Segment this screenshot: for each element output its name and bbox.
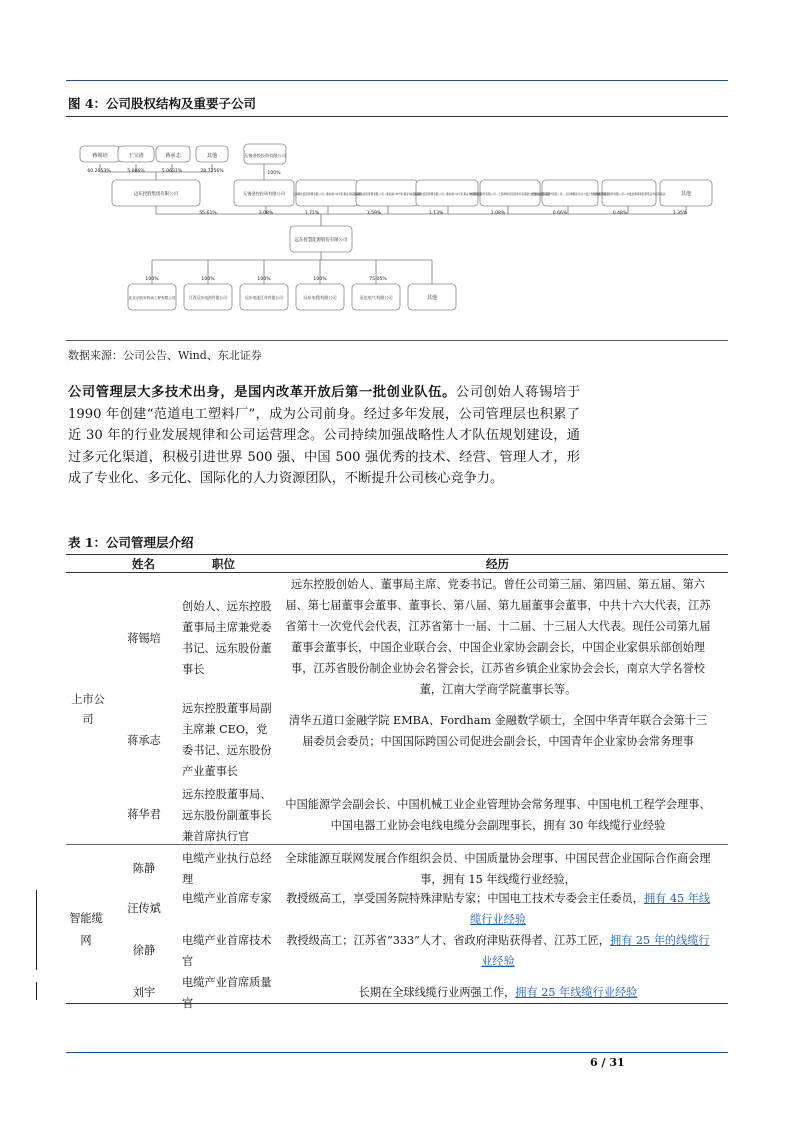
row6-position: 电缆产业首席技术官 [182,934,272,968]
row5-name: 汪传斌 [127,902,161,915]
node-sub-4: 远东电缆有限公司 [303,295,337,300]
footer-rule [66,1052,728,1053]
node-mid-9: 其他 [680,191,692,197]
row1-experience: 远东控股创始人、董事局主席、党委书记。曾任公司第三届、第四届、第五届、第六届、第七届董事会董事、董事长、第八届、第九届董事会董事，中共十六大代表，江苏省第十一次党代会代表，江苏省第十一届、十二届、十三届人大代表。现任公司第九届董事会董事长，中国企业联合会、中国企业家协会副会长，中国企业家俱乐部创始理事，江苏省股份制企业协会名誉会长，江苏省乡镇企业家协会会长，南京大学名誉校董，江南大学商学院董事长等。 [285,578,711,696]
row5-experience-text: 教授级高工，享受国务院特殊津贴专家；中国电工技术专委会主任委员， [285,892,644,905]
node-mid-7: 中国农业银行股份有限公司—上投摩根新兴动力混合型证券投资基金 [531,193,609,196]
node-mid-4: 上海通怡投资管理有限公司—通怡海川5号私募证券投资基金 [352,193,422,196]
row2-name: 蒋承志 [127,734,161,747]
group-listed-company: 上市公司 [71,693,105,726]
row6-name: 徐静 [132,944,156,957]
row1-position: 创始人、远东控股董事局主席兼党委书记、远东股份董事长 [182,600,272,676]
row3-position: 远东控股董事局、远东股份副董事长兼首席执行官 [182,788,272,843]
pct-holder-5: 100% [267,171,281,176]
row7-position: 电缆产业首席质量官 [182,976,272,1010]
table-title: 表 1：公司管理层介绍 [68,535,194,550]
row7-name: 刘宇 [132,986,156,999]
row4-position: 电缆产业执行总经理 [182,852,272,886]
pct-sub-5: 75.05% [369,277,387,282]
pct-sub-1: 100% [145,277,159,282]
figure-bottom-rule [66,340,728,341]
figure-source: 数据来源：公司公告、Wind、东北证券 [68,349,262,362]
row4-name: 陈静 [132,862,156,875]
header-experience: 经历 [486,557,509,571]
body-paragraph [68,382,580,490]
node-mid-6: 中国银行股份有限公司—上投摩根远见两年持有期混合型证券投资基金 [469,193,551,196]
pct-sub-2: 100% [201,277,215,282]
node-sub-3: 远东电池江苏有限公司 [245,295,283,300]
node-sub-5: 圣达电气有限公司 [359,295,393,300]
ownership-diagram [66,118,728,338]
table-top-rule [66,554,728,555]
node-shareholder-3: 蒋承志 [165,153,181,159]
margin-mark-2 [36,982,37,1000]
pct-sub-3: 100% [257,277,271,282]
row6-experience-text: 教授级高工；江苏省“333”人才、省政府津贴获得者、江苏工匠， [286,934,610,947]
header-position: 职位 [212,557,235,571]
node-company: 远东智慧能源股份有限公司 [294,238,348,243]
row6-experience [284,930,712,972]
table-header-rule [66,572,728,573]
row5-experience-link[interactable]: 拥有 45 年线缆行业经验 [470,892,711,926]
row2-experience: 清华五道口金融学院 EMBA、Fordham 金融数学硕士，全国中华青年联合会第十三届委员会委员；中国国际跨国公司促进会副会长，中国青年企业家协会常务理事 [288,714,708,748]
node-mid-5: 上海通怡投资管理有限公司—通怡海川3号私募证券投资基金 [412,193,482,196]
row7-experience-text: 长期在全球线缆行业两强工作， [358,986,516,999]
pct-mid-3: 1.71% [304,211,320,216]
node-shareholder-4: 其他 [206,153,218,159]
figure-title: 图 4：公司股权结构及重要子公司 [68,96,257,111]
row4-experience: 全球能源互联网发展合作组织会员、中国质量协会理事、中国民营企业国际合作商会理事，拥有 15 年线缆行业经验， [285,852,711,886]
paragraph-body: 公司创始人蒋锡培于 1990 年创建“范道电工塑料厂”，成为公司前身。经过多年发展，公司管理层也积累了近 30 年的行业发展规律和公司运营理念。公司持续加强战略性人才队伍规划建设，通过多元化渠道，积极引进世界 500 强、中国 500 强优秀的技术、经营、管理人才，形成了专业化、多元化、国际化的人力资源团队，不断提升公司核心竞争力。 [68,385,581,487]
table-group-rule [66,844,728,845]
paragraph-lead: 公司管理层大多技术出身，是国内改革开放后第一批创业队伍。 [68,385,456,400]
row6-experience-link[interactable]: 拥有 25 年的线缆行业经验 [481,934,710,968]
pct-mid-5: 1.13% [428,211,444,216]
pct-mid-1: 55.61% [199,211,217,216]
pct-holder-4: 28.7256% [200,169,224,174]
pct-holder-2: 5.006% [127,169,145,174]
pct-sub-4: 100% [313,277,327,282]
row7-experience-link[interactable]: 拥有 25 年线缆行业经验 [515,986,638,999]
row7-experience [284,982,712,1003]
pct-holder-3: 5.0631% [161,169,183,174]
row1-name: 蒋锡培 [127,632,161,645]
pct-holder-1: 60.2053% [87,169,111,174]
pct-mid-7: 0.66% [552,211,568,216]
row3-name: 蒋华君 [127,808,161,821]
node-mid-1: 远东控股集团有限公司 [134,192,178,197]
row3-experience: 中国能源学会副会长、中国机械工业企业管理协会常务理事、中国电机工程学会理事、中国电器工业协会电线电缆分会副理事长，拥有 30 年线缆行业经验 [285,798,711,832]
row5-position: 电缆产业首席专家 [182,892,272,905]
node-mid-2: 无锡金控投资有限公司 [243,191,285,196]
page-number: 6 / 31 [590,1056,625,1069]
header-name: 姓名 [132,557,155,571]
header-rule [66,80,728,81]
node-mid-8: 中国建设银行股份有限公司—华夏能源革新股票型证券投资基金 [592,193,666,196]
pct-mid-2: 3.08% [258,211,274,216]
node-shareholder-1: 蒋锡培 [92,153,108,159]
row2-position: 远东控股董事局副主席兼 CEO，党委书记、远东股份产业董事长 [182,702,272,778]
node-shareholder-5: 无锡金投投资有限公司 [244,153,286,158]
node-mid-3: 上海通怡投资管理有限公司—通怡海川2号私募证券投资基金 [292,193,362,196]
node-shareholder-2: 王宝清 [128,153,144,159]
node-sub-6: 其他 [426,295,438,301]
row5-experience [284,888,712,930]
node-sub-1: 北京京航安机场工程有限公司 [128,296,176,300]
node-sub-2: 江西远东电池有限公司 [189,295,227,300]
margin-mark-1 [36,890,37,970]
group-smart-cable: 智能缆网 [69,912,103,947]
pct-mid-8: 0.48% [612,211,628,216]
figure-top-rule [66,116,728,117]
table-bottom-rule [66,1003,728,1004]
pct-mid-4: 1.59% [366,211,382,216]
pct-mid-6: 1.08% [490,211,506,216]
pct-mid-9: 1.35% [672,211,688,216]
